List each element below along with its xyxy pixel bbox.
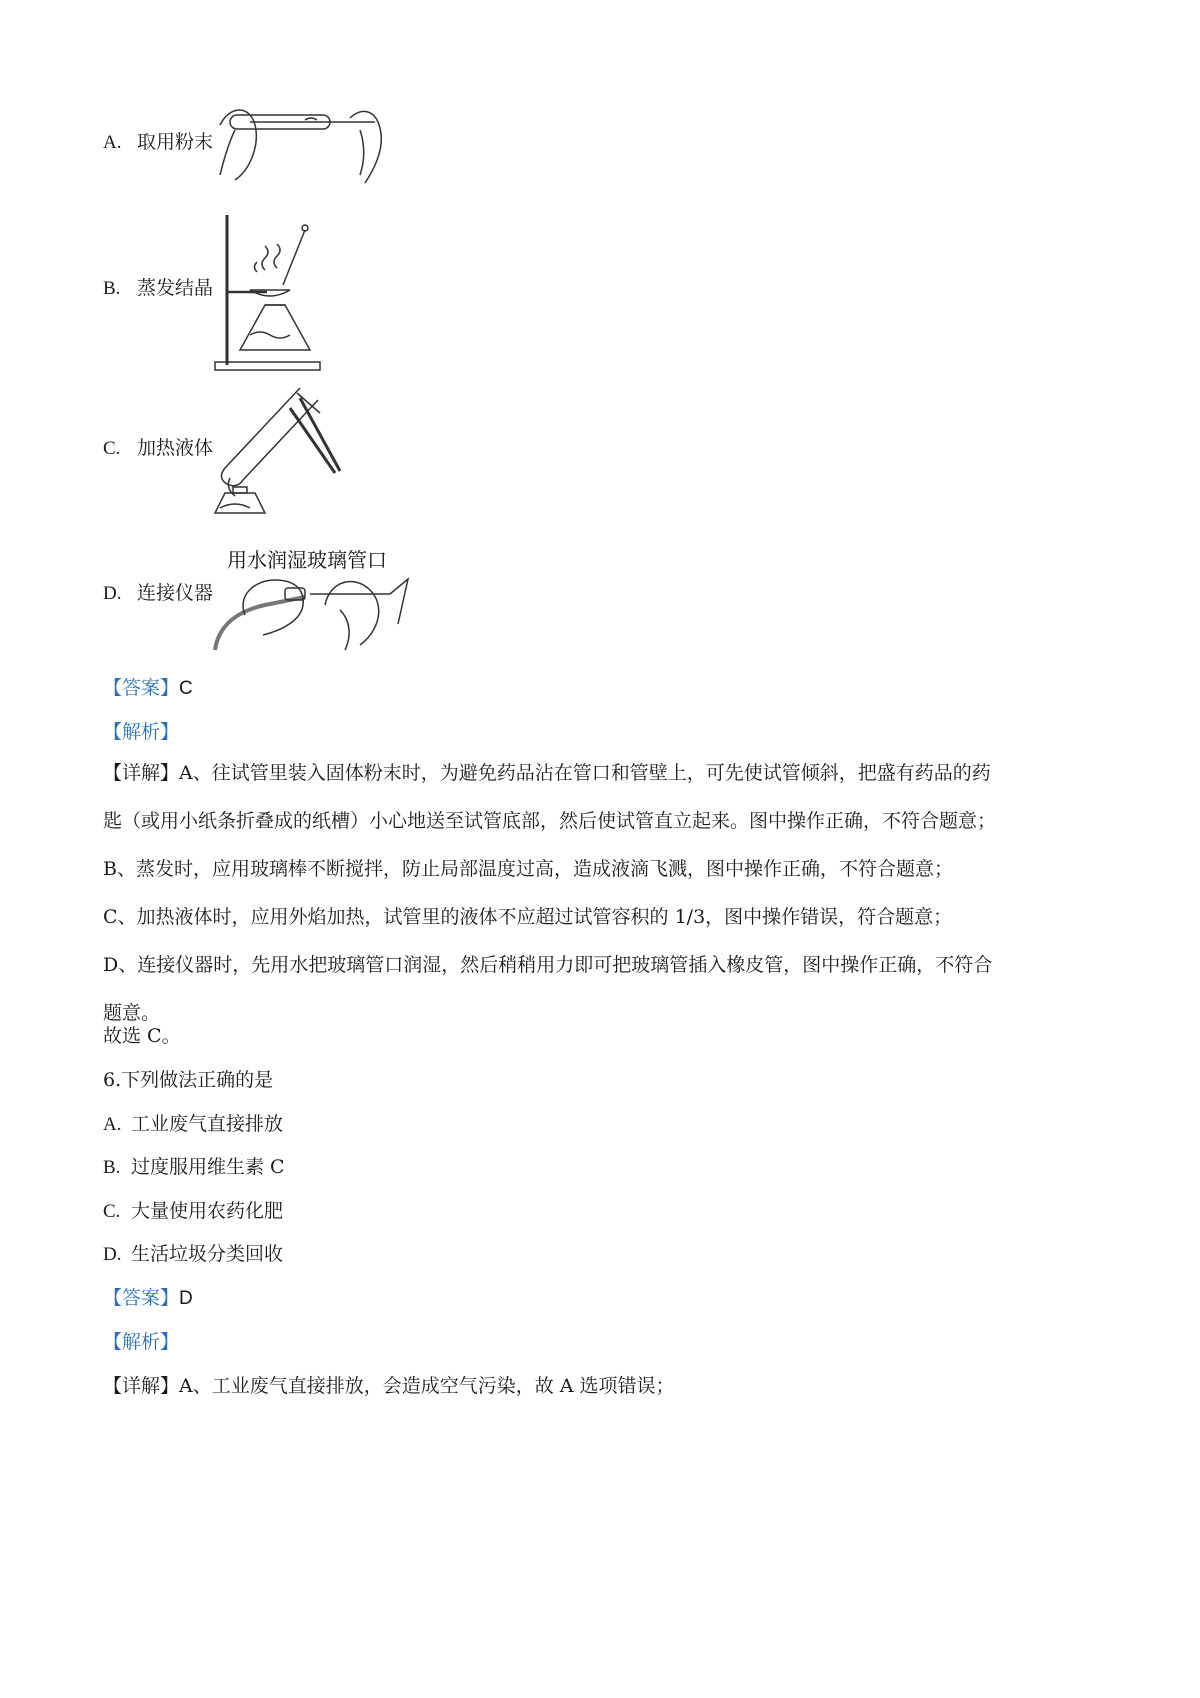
detail-line: 【详解】A、往试管里装入固体粉末时，为避免药品沾在管口和管壁上，可先使试管倾斜，把盛有药品的药 (103, 762, 991, 784)
option-letter: B. (103, 278, 121, 299)
detail-line: 匙（或用小纸条折叠成的纸槽）小心地送至试管底部，然后使试管直立起来。图中操作正确，不符合题意； (103, 810, 997, 832)
q6-option-a: A. 工业废气直接排放 (103, 1113, 284, 1135)
answer-value: D (179, 1288, 193, 1309)
q5-answer-row (103, 676, 193, 701)
q5-option-b (103, 276, 213, 301)
option-text: 取用粉末 (137, 131, 214, 153)
option-letter: D. (103, 583, 122, 604)
figure-heating-liquid (205, 383, 350, 523)
q5-option-c (103, 436, 213, 461)
figure-connecting-apparatus (210, 570, 415, 655)
detail-line: C、加热液体时，应用外焰加热，试管里的液体不应超过试管容积的 1/3，图中操作错误，符合题意； (103, 906, 953, 928)
option-text: 连接仪器 (137, 582, 214, 604)
q5-option-d (103, 581, 213, 606)
option-letter: A. (103, 132, 122, 153)
answer-value: C (179, 678, 193, 699)
q6-option-d: D. 生活垃圾分类回收 (103, 1243, 284, 1265)
answer-label: 【答案】 (103, 677, 180, 699)
q6-option-b: B. 过度服用维生素 C (103, 1156, 285, 1178)
figure-evaporation (205, 210, 325, 375)
answer-label: 【答案】 (103, 1287, 180, 1309)
figure-caption: 用水润湿玻璃管口 (227, 550, 387, 572)
detail-label: 【详解】 (103, 1375, 180, 1397)
q5-option-a (103, 130, 213, 155)
q5-detail (103, 749, 1113, 1037)
option-text: 蒸发结晶 (137, 277, 214, 299)
detail-label: 【详解】 (103, 762, 180, 784)
option-letter: C. (103, 438, 121, 459)
q5-analysis-label: 【解析】 (103, 721, 180, 743)
q6-question: 6.下列做法正确的是 (103, 1069, 274, 1091)
q6-option-c: C. 大量使用农药化肥 (103, 1200, 284, 1222)
q6-analysis-label: 【解析】 (103, 1331, 180, 1353)
q6-detail: 【详解】A、工业废气直接排放，会造成空气污染，故 A 选项错误； (103, 1375, 675, 1397)
q6-answer-row (103, 1286, 193, 1311)
q5-conclusion: 故选 C。 (103, 1025, 181, 1047)
detail-line: 题意。 (103, 1002, 161, 1024)
detail-line: D、连接仪器时，先用水把玻璃管口润湿，然后稍稍用力即可把玻璃管插入橡皮管，图中操作正确，不符合 (103, 954, 993, 976)
option-text: 加热液体 (137, 437, 214, 459)
figure-taking-powder (210, 100, 390, 190)
detail-line: B、蒸发时，应用玻璃棒不断搅拌，防止局部温度过高，造成液滴飞溅，图中操作正确，不符合题意； (103, 858, 953, 880)
